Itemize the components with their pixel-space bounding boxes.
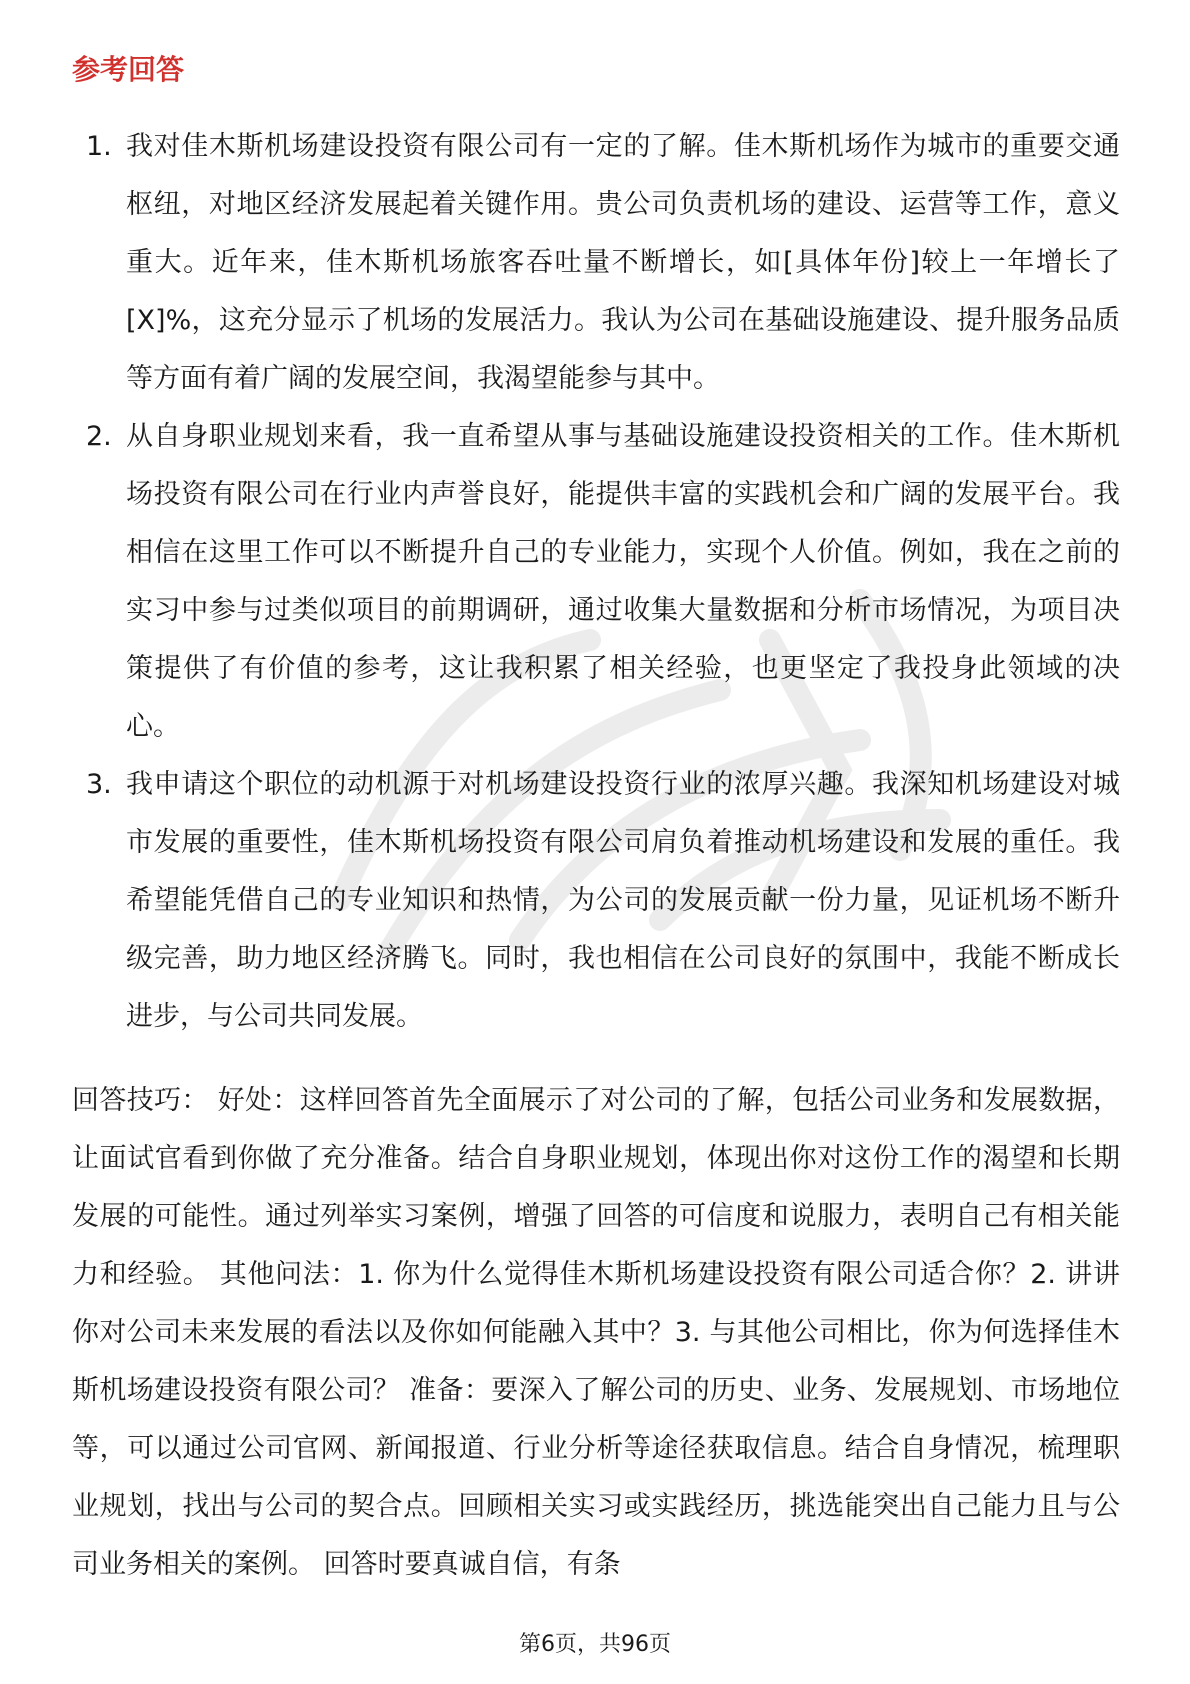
answer-item-3 <box>72 756 1120 1046</box>
section-title: 参考回答 <box>72 53 185 86</box>
answer-tips-paragraph: 回答技巧： 好处：这样回答首先全面展示了对公司的了解，包括公司业务和发展数据，让面试官看到你做了充分准备。结合自身职业规划，体现出你对这份工作的渴望和长期发展的可能性。通过列举实习案例，增强了回答的可信度和说服力，表明自己有相关能力和经验。 其他问法：1. 你为什么觉得佳木斯机场建设投资有限公司适合你？2. 讲讲你对公司未来发展的看法以及你如何能融入其中？3. 与其他公司相比，你为何选择佳木斯机场建设投资有限公司？ 准备：要深入了解公司的历史、业务、发展规划、市场地位等，可以通过公司官网、新闻报道、行业分析等途径获取信息。结合自身情况，梳理职业规划，找出与公司的契合点。回顾相关实习或实践经历，挑选能突出自己能力且与公司业务相关的案例。 回答时要真诚自信，有条 <box>72 1085 1120 1580</box>
item-text: 从自身职业规划来看，我一直希望从事与基础设施建设投资相关的工作。佳木斯机场投资有限公司在行业内声誉良好，能提供丰富的实践机会和广阔的发展平台。我相信在这里工作可以不断提升自己的专业能力，实现个人价值。例如，我在之前的实习中参与过类似项目的前期调研，通过收集大量数据和分析市场情况，为项目决策提供了有价值的参考，这让我积累了相关经验，也更坚定了我投身此领域的决心。 <box>126 421 1120 742</box>
answer-list <box>72 118 1120 1046</box>
page-number-footer: 第6页，共96页 <box>519 1632 671 1657</box>
answer-item-1 <box>72 118 1120 408</box>
answer-item-2 <box>72 408 1120 756</box>
item-text: 我申请这个职位的动机源于对机场建设投资行业的浓厚兴趣。我深知机场建设对城市发展的重要性，佳木斯机场投资有限公司肩负着推动机场建设和发展的重任。我希望能凭借自己的专业知识和热情，为公司的发展贡献一份力量，见证机场不断升级完善，助力地区经济腾飞。同时，我也相信在公司良好的氛围中，我能不断成长进步，与公司共同发展。 <box>126 769 1120 1032</box>
item-number: 1. <box>86 131 112 162</box>
item-text: 我对佳木斯机场建设投资有限公司有一定的了解。佳木斯机场作为城市的重要交通枢纽，对地区经济发展起着关键作用。贵公司负责机场的建设、运营等工作，意义重大。近年来，佳木斯机场旅客吞吐量不断增长，如[具体年份]较上一年增长了[X]%，这充分显示了机场的发展活力。我认为公司在基础设施建设、提升服务品质等方面有着广阔的发展空间，我渴望能参与其中。 <box>126 131 1120 394</box>
item-number: 2. <box>86 421 112 452</box>
item-number: 3. <box>86 769 112 800</box>
